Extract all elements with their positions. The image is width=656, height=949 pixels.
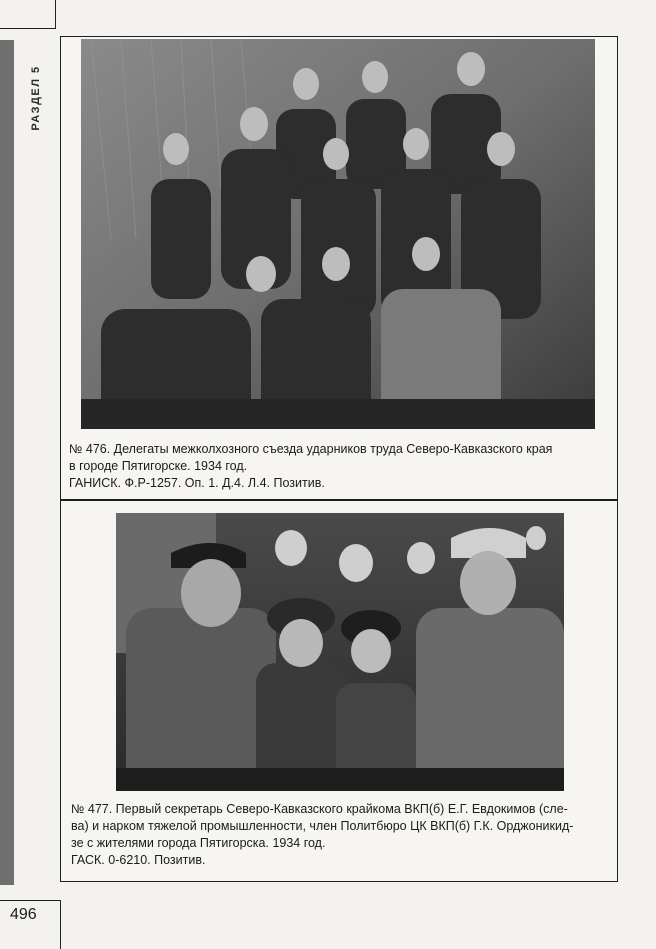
- caption-line: ГАНИСК. Ф.Р-1257. Оп. 1. Д.4. Л.4. Позитив.: [69, 476, 325, 490]
- caption-line: № 477. Первый секретарь Северо-Кавказского крайкома ВКП(б) Е.Г. Евдокимов (сле-: [71, 802, 568, 816]
- section-tab: [22, 38, 50, 158]
- caption-line: ва) и нарком тяжелой промышленности, член Политбюро ЦК ВКП(б) Г.К. Орджоникид-: [71, 819, 574, 833]
- section-label: РАЗДЕЛ 5: [30, 65, 42, 131]
- group-photo-delegates: [81, 39, 595, 429]
- section-side-strip: [0, 40, 14, 885]
- caption-line: № 476. Делегаты межколхозного съезда ударников труда Северо-Кавказского края: [69, 442, 553, 456]
- figure-panel-477: [60, 500, 618, 882]
- caption-line: в городе Пятигорске. 1934 год.: [69, 459, 248, 473]
- figure-panel-476: [60, 36, 618, 500]
- caption-line: зе с жителями города Пятигорска. 1934 год.: [71, 836, 326, 850]
- page-number: 496: [10, 906, 37, 923]
- caption-line: ГАСК. 0-6210. Позитив.: [71, 853, 206, 867]
- figure-caption-476: [69, 441, 609, 492]
- figure-caption-477: [71, 801, 611, 869]
- group-photo-evdokimov-ordzhonikidze: [116, 513, 564, 791]
- page-corner-frame: [0, 0, 56, 29]
